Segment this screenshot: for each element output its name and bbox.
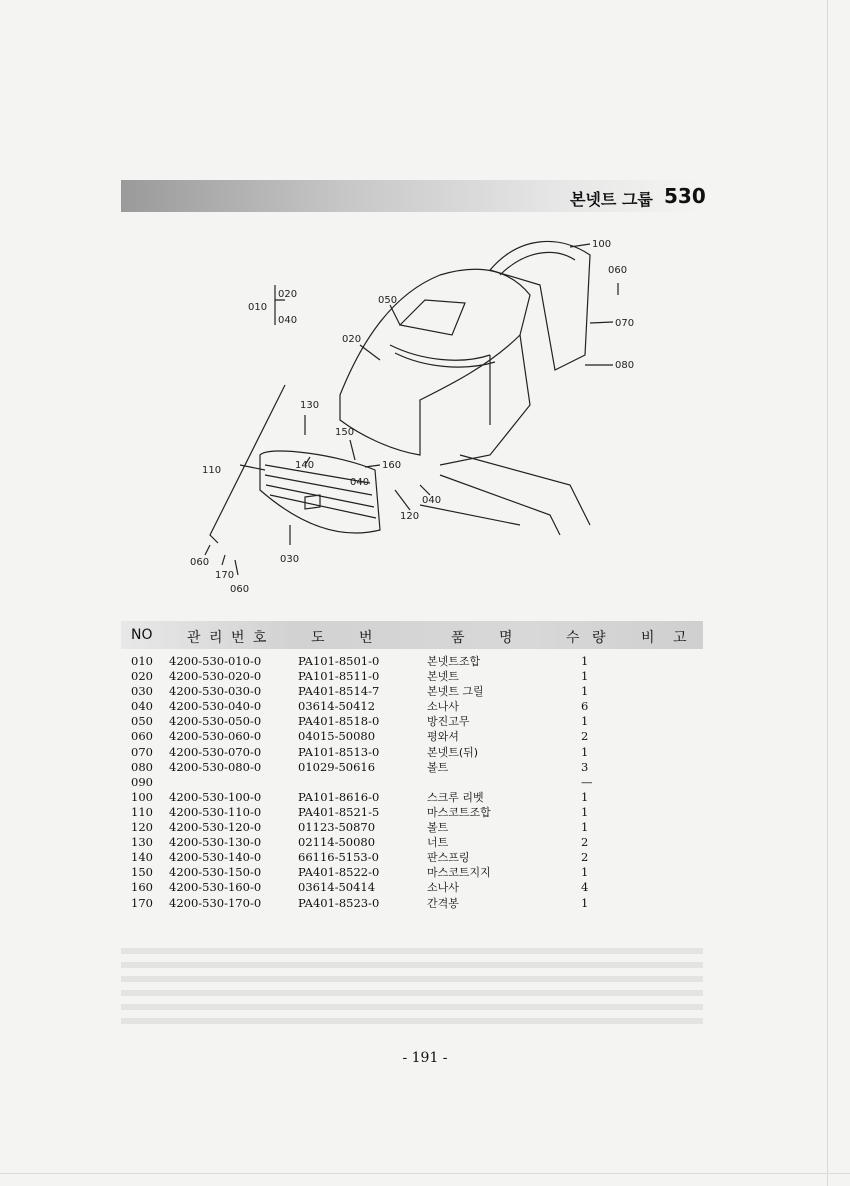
cell-no: 120 xyxy=(131,820,153,835)
cell-drawing-number: PA101-8501-0 xyxy=(298,654,380,668)
cell-mgmt-number: 4200-530-030-0 xyxy=(169,684,262,699)
cell-quantity: 1 xyxy=(581,669,589,684)
cell-quantity: 1 xyxy=(581,895,589,910)
callout-label: 020 xyxy=(342,334,362,345)
callout-label: 010 xyxy=(248,302,268,313)
parts-table-header xyxy=(121,621,703,649)
table-row xyxy=(131,896,701,911)
cell-quantity: 1 xyxy=(581,744,589,759)
cell-quantity: — xyxy=(581,774,593,789)
cell-drawing-number: 01123-50870 xyxy=(298,820,376,835)
table-row xyxy=(131,669,701,684)
bonnet-outline xyxy=(340,269,530,455)
cell-quantity: 4 xyxy=(581,880,589,895)
cell-mgmt-number: 4200-530-040-0 xyxy=(169,699,262,714)
cell-no: 130 xyxy=(131,835,153,850)
cell-mgmt-number: 4200-530-130-0 xyxy=(169,835,262,850)
cell-quantity: 1 xyxy=(581,865,589,880)
table-row xyxy=(131,729,701,744)
cell-mgmt-number: 4200-530-080-0 xyxy=(169,759,262,774)
cell-quantity: 1 xyxy=(581,654,589,668)
group-number: 530 xyxy=(664,184,706,208)
table-row xyxy=(131,775,701,790)
cell-quantity: 1 xyxy=(581,804,589,819)
cell-part-name: 소나사 xyxy=(427,881,459,895)
cell-no: 160 xyxy=(131,880,153,895)
table-row xyxy=(131,760,701,775)
cell-no: 050 xyxy=(131,714,153,729)
callout-label: 060 xyxy=(230,584,250,595)
callout-label: 040 xyxy=(278,315,298,326)
cell-drawing-number: PA101-8511-0 xyxy=(298,669,380,684)
table-row xyxy=(131,865,701,880)
table-row xyxy=(131,805,701,820)
cell-drawing-number: 03614-50414 xyxy=(298,880,376,895)
cell-part-name: 판스프링 xyxy=(427,851,470,865)
callout-label: 160 xyxy=(382,460,402,471)
cell-no: 070 xyxy=(131,744,153,759)
blank-table-rows xyxy=(121,940,703,1030)
callout-label: 170 xyxy=(215,570,235,581)
cell-no: 010 xyxy=(131,654,153,668)
cell-no: 060 xyxy=(131,729,153,744)
cell-drawing-number: 66116-5153-0 xyxy=(298,850,379,865)
cell-mgmt-number: 4200-530-060-0 xyxy=(169,729,262,744)
table-row xyxy=(131,699,701,714)
cell-mgmt-number: 4200-530-050-0 xyxy=(169,714,262,729)
cell-no: 080 xyxy=(131,759,153,774)
callout-label: 020 xyxy=(278,289,298,300)
cell-part-name: 방진고무 xyxy=(427,715,470,729)
cell-no: 040 xyxy=(131,699,153,714)
cell-mgmt-number: 4200-530-170-0 xyxy=(169,895,262,910)
section-title: 본넷트 그룹 xyxy=(570,190,653,209)
cell-quantity: 2 xyxy=(581,850,589,865)
page-number: - 191 - xyxy=(402,1050,448,1066)
cell-quantity: 1 xyxy=(581,714,589,729)
callout-label: 120 xyxy=(400,511,420,522)
header-part-name: 품 명 xyxy=(451,630,513,646)
cell-part-name: 본넷트(뒤) xyxy=(427,745,479,759)
cell-quantity: 6 xyxy=(581,699,589,714)
cell-drawing-number: PA401-8521-5 xyxy=(298,804,380,819)
cell-no: 090 xyxy=(131,774,153,789)
callout-label: 040 xyxy=(350,477,370,488)
callout-label: 030 xyxy=(280,554,300,565)
table-row xyxy=(131,684,701,699)
cell-no: 110 xyxy=(131,804,153,819)
callout-label: 110 xyxy=(202,465,222,476)
callout-label: 070 xyxy=(615,318,635,329)
callout-label: 050 xyxy=(378,295,398,306)
parts-table-body xyxy=(131,654,701,911)
cell-quantity: 3 xyxy=(581,759,589,774)
callout-label: 040 xyxy=(422,495,442,506)
cell-mgmt-number: 4200-530-120-0 xyxy=(169,820,262,835)
callout-label: 060 xyxy=(608,265,628,276)
cell-drawing-number: 02114-50080 xyxy=(298,835,376,850)
cell-no: 170 xyxy=(131,895,153,910)
table-row xyxy=(131,745,701,760)
cell-part-name: 마스코트조합 xyxy=(427,805,491,819)
cell-part-name: 너트 xyxy=(427,836,449,850)
table-row xyxy=(131,880,701,895)
table-row xyxy=(131,654,701,669)
cell-mgmt-number: 4200-530-140-0 xyxy=(169,850,262,865)
table-row xyxy=(131,790,701,805)
page-edge-bottom xyxy=(0,1173,850,1174)
cell-part-name: 마스코트지지 xyxy=(427,866,491,880)
cell-drawing-number: 01029-50616 xyxy=(298,759,376,774)
callout-label: 130 xyxy=(300,400,320,411)
header-drawing-number: 도 번 xyxy=(311,630,373,646)
cell-part-name: 간격봉 xyxy=(427,896,459,910)
cell-mgmt-number: 4200-530-150-0 xyxy=(169,865,262,880)
header-mgmt-number: 관 리 번 호 xyxy=(187,630,269,646)
cell-mgmt-number: 4200-530-100-0 xyxy=(169,789,262,804)
callout-labels xyxy=(190,239,634,595)
callout-label: 080 xyxy=(615,360,635,371)
page-edge xyxy=(827,0,828,1186)
cell-quantity: 1 xyxy=(581,789,589,804)
cell-part-name: 본넷트 xyxy=(427,670,459,684)
cell-quantity: 2 xyxy=(581,729,589,744)
table-row xyxy=(131,835,701,850)
cell-no: 030 xyxy=(131,684,153,699)
callout-label: 100 xyxy=(592,239,612,250)
cell-drawing-number: PA401-8518-0 xyxy=(298,714,380,729)
cell-part-name: 소나사 xyxy=(427,700,459,714)
cell-quantity: 1 xyxy=(581,820,589,835)
cell-part-name: 스크루 리벳 xyxy=(427,790,484,804)
cell-drawing-number: 03614-50412 xyxy=(298,699,376,714)
cell-mgmt-number: 4200-530-070-0 xyxy=(169,744,262,759)
cell-no: 150 xyxy=(131,865,153,880)
callout-label: 060 xyxy=(190,557,210,568)
section-header xyxy=(560,184,705,210)
cell-mgmt-number: 4200-530-020-0 xyxy=(169,669,262,684)
cell-mgmt-number: 4200-530-160-0 xyxy=(169,880,262,895)
rear-bonnet-outline xyxy=(490,241,590,370)
cell-mgmt-number: 4200-530-110-0 xyxy=(169,804,262,819)
cell-quantity: 2 xyxy=(581,835,589,850)
cell-part-name: 본넷트조합 xyxy=(427,655,481,668)
table-row xyxy=(131,714,701,729)
cell-drawing-number: 04015-50080 xyxy=(298,729,376,744)
cell-drawing-number: PA401-8522-0 xyxy=(298,865,380,880)
header-quantity: 수 량 xyxy=(566,630,606,646)
cell-no: 020 xyxy=(131,669,153,684)
cell-quantity: 1 xyxy=(581,684,589,699)
cell-part-name: 본넷트 그릴 xyxy=(427,685,484,699)
cell-drawing-number: PA101-8513-0 xyxy=(298,744,380,759)
cell-drawing-number: PA401-8523-0 xyxy=(298,895,380,910)
cell-no: 140 xyxy=(131,850,153,865)
cell-no: 100 xyxy=(131,789,153,804)
cell-mgmt-number: 4200-530-010-0 xyxy=(169,654,262,668)
header-no: NO xyxy=(131,627,153,643)
callout-label: 140 xyxy=(295,460,315,471)
mascot-rod xyxy=(210,385,285,543)
cell-part-name: 볼트 xyxy=(427,821,449,835)
header-remarks: 비 고 xyxy=(641,630,687,646)
cell-drawing-number: PA401-8514-7 xyxy=(298,684,380,699)
table-row xyxy=(131,820,701,835)
grille-outline xyxy=(260,451,380,533)
table-row xyxy=(131,850,701,865)
cell-part-name: 평와셔 xyxy=(427,730,459,744)
parts-diagram xyxy=(190,225,650,605)
cell-part-name: 볼트 xyxy=(427,760,449,774)
bonnet-window xyxy=(400,300,465,335)
cell-drawing-number: PA101-8616-0 xyxy=(298,789,380,804)
callout-label: 150 xyxy=(335,427,355,438)
